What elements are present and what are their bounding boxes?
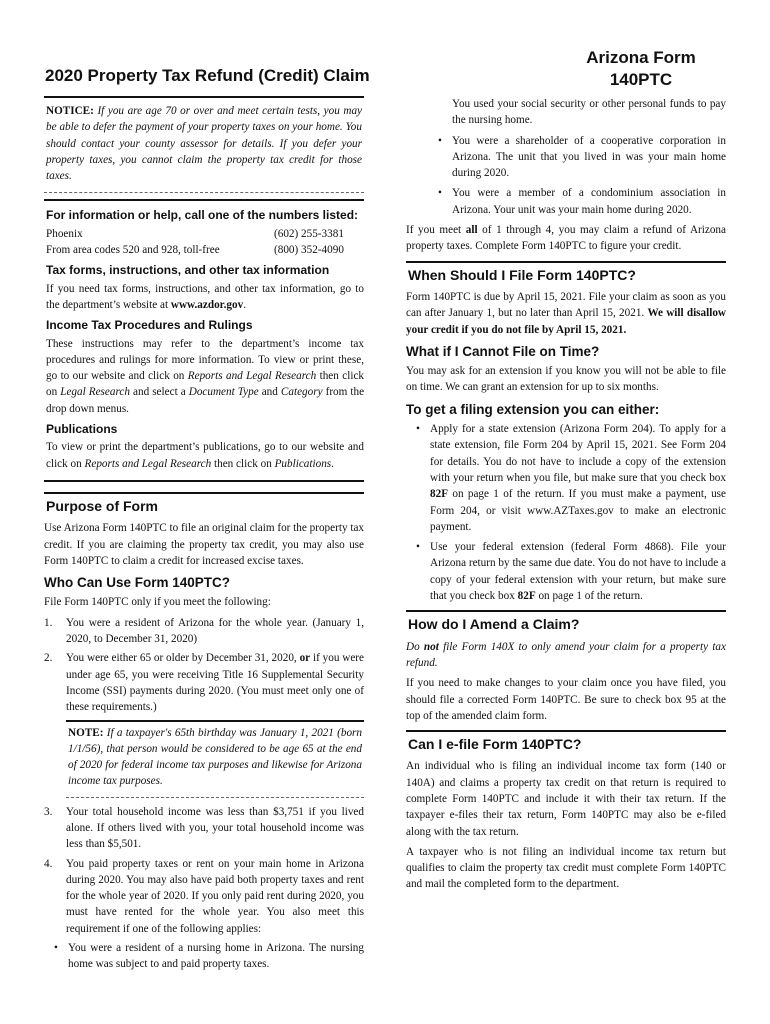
- when-paragraph: Form 140PTC is due by April 15, 2021. File your claim as soon as you can after January 1, but no later than April 15, 2021. We will disallow your credit if you do not file by April 15, 2021.: [406, 290, 727, 336]
- meet-paragraph: If you meet all of 1 through 4, you may claim a refund of Arizona property taxes. Complete Form 140PTC to figure your credit.: [406, 224, 726, 253]
- bullet-continuation: You used your social security or other personal funds to pay the nursing home.: [452, 98, 726, 127]
- bullet-icon: •: [438, 134, 442, 147]
- list-item: 2. You were either 65 or older by December 31, 2020, or if you were under age 65, you were receiving Title 16 Supplemental Security Income (SSI) payments during 2020. (You must meet only one of these requirements.): [44, 652, 365, 714]
- bullet-icon: •: [54, 942, 58, 955]
- form-line-1: Arizona Form: [586, 48, 696, 67]
- itp-paragraph: These instructions may refer to the department’s income tax procedures and rulings for more information. To view or print these, go to our website and click on Reports and Legal Research then click on Legal Research and select a Document Type and Category from the drop down menus.: [46, 337, 365, 415]
- bullet-list: [44, 940, 364, 973]
- phone-number: (800) 352-4090: [274, 244, 344, 257]
- phone-label: From area codes 520 and 928, toll-free: [46, 244, 220, 257]
- efile-paragraph: An individual who is filing an individual income tax form (140 or 140A) and claims a property tax credit on that return is required to complete Form 140PTC and include it with their tax return. If the taxpayer e-files their tax return, Form 140PTC may also be e-filed along with the tax return.: [406, 760, 726, 838]
- category-term: Category: [280, 386, 323, 399]
- right-column: [406, 96, 726, 897]
- note-label: NOTE:: [68, 726, 104, 739]
- notice-box: [44, 96, 364, 193]
- publications-link[interactable]: Publications: [274, 457, 332, 470]
- form-line-2: 140PTC: [609, 70, 673, 89]
- phone-label: Phoenix: [46, 227, 83, 240]
- cannot-file-paragraph: You may ask for an extension if you know you will not be able to file on time. We can grant an extension for up to six months.: [406, 365, 726, 394]
- bullet-list: [406, 421, 726, 604]
- efile-paragraph: A taxpayer who is not filing an individual income tax return but qualifies to claim the property tax credit must complete Form 140PTC and mail the completed form to the department.: [406, 845, 726, 891]
- bullet-icon: •: [438, 187, 442, 200]
- amend-note: Do not file Form 140X to only amend your claim for a property tax refund.: [406, 640, 726, 669]
- purpose-paragraph: Use Arizona Form 140PTC to file an original claim for the property tax credit. If you are claiming the property tax credit, you may also use Form 140PTC to claim a credit for increased excise taxes.: [44, 522, 365, 567]
- phone-row: [46, 226, 364, 242]
- itp-heading: Income Tax Procedures and Rulings: [46, 318, 253, 333]
- legal-research-link[interactable]: Legal Research: [60, 386, 130, 399]
- info-box: [44, 199, 364, 481]
- note-text: If a taxpayer's 65th birthday was January 1, 2021 (born 1/1/56), that person would be considered to be age 65 at the end of 2020 for federal income tax purposes and likewise for Arizona income tax purposes.: [68, 726, 363, 788]
- who-heading: Who Can Use Form 140PTC?: [44, 575, 231, 591]
- bullet-item: • Use your federal extension (federal Form 4868). File your Arizona return by the same due date. You do not have to include a copy of your federal extension with your return, but make sure that you check box 82F on page 1 of the return.: [406, 539, 726, 604]
- amend-heading: How do I Amend a Claim?: [406, 610, 726, 634]
- bullet-item: • You were a resident of a nursing home in Arizona. The nursing home was subject to and paid property taxes.: [44, 940, 364, 973]
- purpose-heading: Purpose of Form: [44, 492, 364, 516]
- info-heading: For information or help, call one of the numbers listed:: [46, 208, 359, 223]
- amend-paragraph: If you need to make changes to your claim once you have filed, you should file a corrected Form 140PTC. Be sure to check box 95 at the top of the amended claim form.: [406, 677, 726, 722]
- website-link[interactable]: www.azdor.gov: [170, 298, 244, 311]
- list-item: 3. Your total household income was less than $3,751 if you lived alone. If others lived with you, your total household income was less than $5,501.: [44, 805, 364, 851]
- left-column: [44, 96, 364, 977]
- notice-text: If you are age 70 or over and meet certain tests, you may be able to defer the payment of your property taxes on your home. You should contact your county assessor for details. If you defer your property taxes, you cannot claim the property tax credit for those taxes.: [46, 105, 363, 183]
- form-identifier: [556, 47, 726, 91]
- list-item: 1. You were a resident of Arizona for the whole year. (January 1, 2020, to December 31, 2020): [44, 616, 364, 646]
- reports-link[interactable]: Reports and Legal Research: [187, 370, 317, 383]
- bullet-icon: •: [416, 541, 420, 554]
- document-title: 2020 Property Tax Refund (Credit) Claim: [45, 66, 370, 85]
- bullet-list: [428, 133, 726, 218]
- bullet-icon: •: [416, 423, 420, 436]
- forms-paragraph: If you need tax forms, instructions, and other tax information, go to the department’s website at www.azdor.gov.: [46, 282, 364, 311]
- publications-paragraph: To view or print the department’s publications, go to our website and click on Reports and Legal Research then click on Publications.: [46, 441, 364, 470]
- extension-heading: To get a filing extension you can either:: [406, 401, 660, 417]
- phone-number: (602) 255-3381: [274, 227, 344, 240]
- phone-row: [46, 242, 364, 258]
- when-heading: When Should I File Form 140PTC?: [406, 261, 726, 285]
- forms-heading: Tax forms, instructions, and other tax information: [46, 263, 330, 278]
- reports-link[interactable]: Reports and Legal Research: [84, 457, 212, 470]
- list-item: 4. You paid property taxes or rent on your main home in Arizona during 2020. You may also have paid both property taxes and rent for the whole year of 2020. If you only paid rent during 2020, you must have rented for the whole year. You also meet this requirement if one of the following applies:: [44, 857, 364, 935]
- bullet-item: • Apply for a state extension (Arizona Form 204). To apply for a state extension, file Form 204 by April 15, 2021. See Form 204 for details. You do not have to include a copy of the extension with your return when you file, but make sure that you check box 82F on page 1 of the return. If you must make a payment, use Form 204, or visit www.AZTaxes.gov to make an electronic payment.: [406, 421, 726, 535]
- who-intro: File Form 140PTC only if you meet the following:: [44, 596, 271, 609]
- document-type-term: Document Type: [188, 386, 259, 399]
- bullet-item: • You were a shareholder of a cooperative corporation in Arizona. The unit that you lived in was your main home during 2020.: [428, 133, 726, 182]
- cannot-file-heading: What if I Cannot File on Time?: [406, 343, 600, 359]
- note-box: [66, 720, 364, 798]
- efile-heading: Can I e-file Form 140PTC?: [406, 730, 726, 754]
- publications-heading: Publications: [46, 422, 118, 437]
- notice-label: NOTICE:: [46, 105, 94, 117]
- bullet-item: • You were a member of a condominium association in Arizona. Your unit was your main home during 2020.: [428, 185, 726, 218]
